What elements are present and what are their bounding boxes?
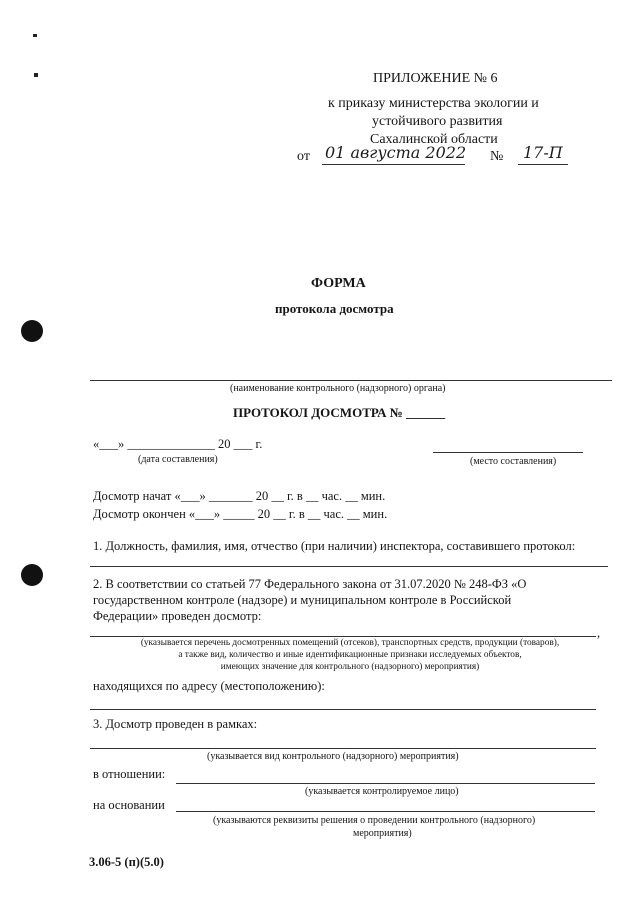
org-caption: (наименование контрольного (надзорного) органа) (230, 383, 446, 394)
item-1: 1. Должность, фамилия, имя, отчество (при наличии) инспектора, составившего протокол: (93, 539, 576, 553)
relation-line (176, 783, 595, 784)
protocol-title: ПРОТОКОЛ ДОСМОТРА № ______ (233, 405, 446, 420)
handwritten-number: 17-П (523, 143, 563, 162)
item-2-comma: , (597, 626, 601, 640)
date-line: «___» ______________ 20 ___ г. (93, 437, 263, 451)
scan-mark (34, 73, 38, 77)
address-line (90, 709, 596, 710)
number-underline (518, 164, 568, 165)
basis-caption-2: мероприятия) (353, 828, 412, 839)
item-2-caption-3: имеющих значение для контрольного (надзорного) мероприятия) (220, 662, 480, 672)
from-label: от (297, 149, 310, 164)
start-line: Досмотр начат «___» _______ 20 __ г. в __ час. __ мин. (93, 489, 386, 503)
item-3-caption: (указывается вид контрольного (надзорного) мероприятия) (207, 751, 459, 762)
date-underline (322, 164, 465, 165)
appendix-title: ПРИЛОЖЕНИЕ № 6 (373, 71, 498, 86)
item-2-line-1: 2. В соответствии со статьей 77 Федерального закона от 31.07.2020 № 248-ФЗ «О (93, 577, 527, 591)
item-3-line (90, 748, 596, 749)
date-caption: (дата составления) (138, 454, 218, 465)
relation-label: в отношении: (93, 767, 166, 781)
org-name-line (90, 380, 612, 381)
punch-hole (21, 564, 43, 586)
item-2-line-3: Федерации» проведен досмотр: (93, 609, 262, 623)
punch-hole (21, 320, 43, 342)
form-code: 3.06-5 (п)(5.0) (89, 855, 164, 869)
item-2-line-2: государственном контроле (надзоре) и муниципальном контроле в Российской (93, 593, 512, 607)
number-label: № (490, 149, 504, 164)
form-subtitle: протокола досмотра (275, 301, 394, 316)
item-2-caption-2: а также вид, количество и иные идентификационные признаки исследуемых объектов, (178, 650, 522, 660)
basis-caption-1: (указываются реквизиты решения о проведении контрольного (надзорного) (213, 815, 536, 826)
item-1-line (90, 566, 608, 567)
end-line: Досмотр окончен «___» _____ 20 __ г. в __ час. __ мин. (93, 507, 388, 521)
item-2-caption-1: (указывается перечень досмотренных помещений (отсеков), транспортных средств, продукции (товаров), (140, 638, 560, 648)
relation-caption: (указывается контролируемое лицо) (305, 786, 459, 797)
order-line-2: устойчивого развития (372, 114, 503, 129)
order-line-3: Сахалинской области (370, 132, 498, 147)
basis-label: на основании (93, 798, 165, 812)
place-line (433, 452, 583, 453)
item-2-line (90, 636, 596, 637)
place-caption: (место составления) (470, 456, 557, 467)
basis-line (176, 811, 595, 812)
handwritten-date: 01 августа 2022 (325, 143, 467, 162)
form-title: ФОРМА (311, 276, 366, 291)
item-3: 3. Досмотр проведен в рамках: (93, 717, 258, 731)
order-line-1: к приказу министерства экологии и (328, 96, 539, 111)
scan-mark (33, 34, 37, 37)
address-label: находящихся по адресу (местоположению): (93, 679, 325, 693)
